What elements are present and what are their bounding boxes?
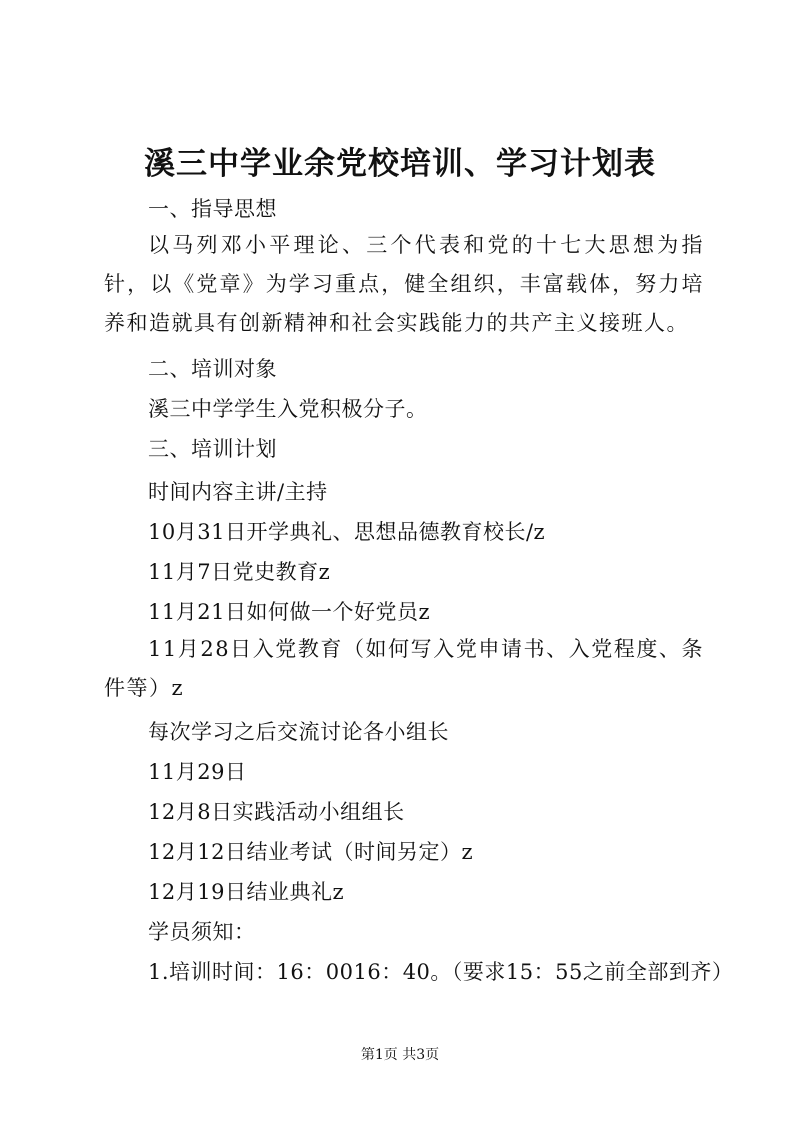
section-heading-guiding-thought: 一、指导思想 — [148, 197, 277, 221]
plan-row: 每次学习之后交流讨论各小组长 — [148, 720, 449, 744]
section-heading-training-plan: 三、培训计划 — [148, 437, 277, 461]
plan-row: 11月29日 — [148, 760, 247, 784]
plan-header: 时间内容主讲/主持 — [148, 480, 328, 504]
document-title: 溪三中学业余党校培训、学习计划表 — [144, 146, 656, 182]
plan-row: 11月28日入党教育（如何写入党申请书、入党程度、条件等）z — [104, 637, 704, 700]
notice-heading: 学员须知： — [148, 920, 256, 944]
section-body-guiding-thought: 以马列邓小平理论、三个代表和党的十七大思想为指针，以《党章》为学习重点，健全组织，丰富载体，努力培养和造就具有创新精神和社会实践能力的共产主义接班人。 — [104, 233, 704, 335]
page-number: 第1页 共3页 — [360, 1047, 440, 1063]
plan-row: 12月12日结业考试（时间另定）z — [148, 840, 474, 864]
notice-item: 1.培训时间：16：0016：40。（要求15：55之前全部到齐） — [148, 960, 734, 984]
plan-row: 11月7日党史教育z — [148, 560, 331, 584]
section-heading-training-target: 二、培训对象 — [148, 357, 277, 381]
plan-row: 10月31日开学典礼、思想品德教育校长/z — [148, 520, 546, 544]
plan-row: 12月8日实践活动小组组长 — [148, 800, 405, 824]
section-body-training-target: 溪三中学学生入党积极分子。 — [148, 397, 428, 421]
plan-row: 11月21日如何做一个好党员z — [148, 600, 431, 624]
plan-row: 12月19日结业典礼z — [148, 880, 345, 904]
